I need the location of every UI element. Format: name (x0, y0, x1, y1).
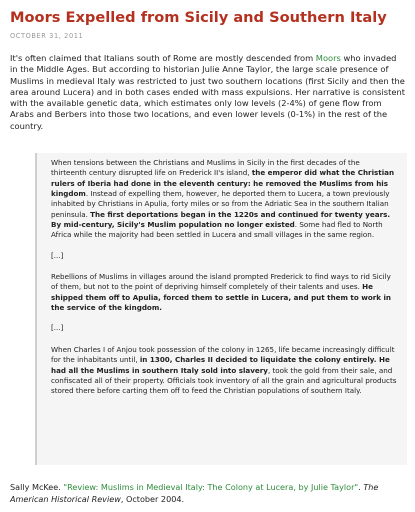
blockquote (35, 153, 407, 465)
intro-paragraph (10, 53, 405, 132)
quote-ellipsis-1: [...] (51, 250, 64, 260)
review-link[interactable]: "Review: Muslims in Medieval Italy: The Colony at Lucera, by Julie Taylor" (63, 482, 359, 492)
citation-author: Sally McKee. (10, 482, 64, 492)
citation (10, 482, 410, 505)
moors-link[interactable]: Moors (315, 53, 341, 63)
quote-1-text-2: . Instead of expelling them, however, he deported them to Lucera, a town previously inhabited by Christians in Apulia, forty miles or so from the Adriatic Sea in the southern Italian peninsula. (51, 189, 390, 219)
quote-2-text-1: Rebellions of Muslims in villages around the island prompted Frederick to find ways to rid Sicily of them, but not to the point of depriving himself completely of their talents and uses. (51, 272, 391, 292)
journal-name: The American Historical Review (10, 482, 379, 504)
post-title[interactable]: Moors Expelled from Sicily and Southern Italy (10, 9, 387, 26)
quote-paragraph-2 (51, 272, 397, 313)
quote-1-bold-1: the emperor did what the Christian rulers of Iberia had done in the eleventh century: he removed the Muslims from his kingdom (51, 168, 395, 199)
quote-3-bold-1: in 1300, Charles II decided to liquidate the colony entirely. He had all the Muslims in southern Italy sold into slavery (51, 355, 390, 375)
post-date: OCTOBER 31, 2011 (10, 32, 84, 40)
quote-paragraph-3 (51, 345, 397, 397)
intro-text-1: It's often claimed that Italians south of Rome are mostly descended from (10, 53, 316, 63)
citation-date: , October 2004. (120, 493, 185, 504)
quote-paragraph-1 (51, 158, 397, 241)
intro-text-2: who invaded in the Middle Ages. But according to historian Julie Anne Taylor, the large scale presence of Muslims in medieval Italy was restricted to just two southern locations (first Sicily and then the area around Lucera) and in both cases ended with mass expulsions. Her narrative is consistent with the available genetic data, which estimates only low levels (2-4%) of gene flow from Arabs and Berbers into those two locations, and even lower levels (0-1%) in the rest of the country. (10, 53, 405, 131)
quote-1-bold-2: The first deportations began in the 1220s and continued for twenty years. By mid-century, Sicily's Muslim population no longer existed (51, 209, 391, 230)
quote-3-text-2: , took the gold from their sale, and confiscated all of their property. Officials took inventory of all the grain and agricultural products stored there before carting them off to feed the Christian populations of southern Italy. (51, 365, 397, 396)
quote-2-bold-1: He shipped them off to Apulia, forced them to settle in Lucera, and put them to work in the service of the kingdom. (51, 282, 392, 313)
quote-1-text-1: When tensions between the Christians and Muslims in Sicily in the first decades of the thirteenth century disrupted life on Frederick II's island, (51, 158, 360, 178)
quote-ellipsis-2: [...] (51, 323, 64, 333)
quote-1-text-3: . Some had fled to North Africa while the majority had been settled in Lucera and small villages in the same region. (51, 220, 383, 240)
citation-separator: . (358, 482, 364, 492)
quote-3-text-1: When Charles I of Anjou took possession of the colony in 1265, life became increasingly difficult for the inhabitants until, (51, 344, 395, 365)
